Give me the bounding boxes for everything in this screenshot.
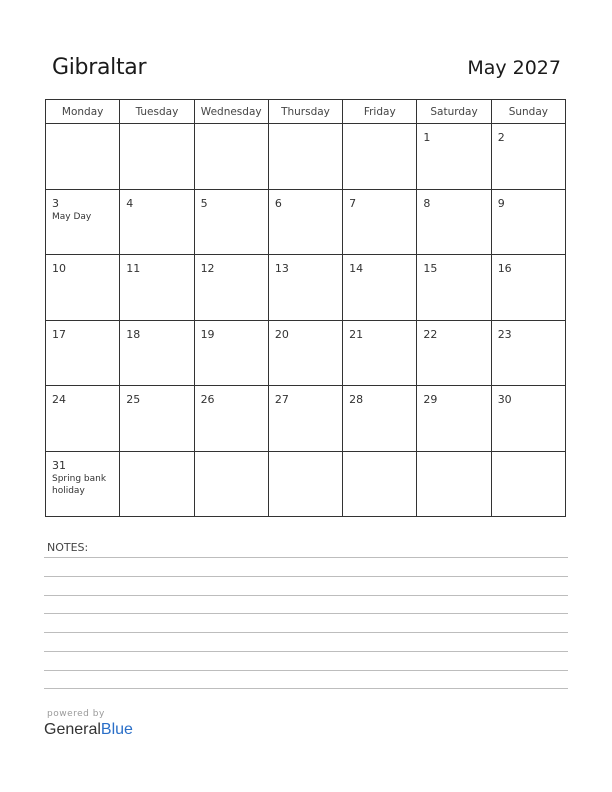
note-line [44, 670, 568, 671]
day-cell [343, 451, 417, 517]
day-number: 24 [52, 393, 66, 406]
day-number: 1 [423, 131, 431, 144]
weekday-header-row [46, 100, 566, 124]
day-number [343, 452, 416, 460]
day-number [120, 124, 193, 132]
weekday-header: Sunday [491, 100, 565, 124]
note-line [44, 557, 568, 558]
day-cell [343, 386, 417, 452]
note-line [44, 651, 568, 652]
day-number: 23 [497, 327, 512, 341]
day-number: 12 [200, 262, 215, 275]
brand-blue-text: Blue [100, 721, 133, 738]
note-line [44, 595, 568, 596]
calendar-week-row [46, 451, 566, 517]
day-number: 28 [349, 393, 364, 406]
day-cell [120, 124, 194, 190]
day-cell [343, 189, 417, 255]
day-cell [120, 451, 194, 517]
weekday-header: Wednesday [194, 100, 268, 124]
day-number: 11 [126, 262, 141, 275]
day-number: 18 [126, 327, 141, 341]
day-number: 22 [423, 327, 438, 341]
day-cell [491, 386, 565, 452]
calendar-week-row [46, 320, 566, 386]
day-number [492, 452, 565, 460]
calendar-week-row [46, 189, 566, 255]
day-number: 26 [200, 393, 215, 406]
day-cell [417, 255, 491, 321]
day-cell [194, 451, 268, 517]
day-cell [268, 255, 342, 321]
day-number: 15 [423, 262, 438, 275]
day-cell [46, 320, 120, 386]
day-number: 19 [200, 327, 215, 341]
day-number: 2 [497, 131, 505, 144]
day-number [269, 452, 342, 460]
brand-general-text: General [44, 721, 101, 738]
day-cell [417, 386, 491, 452]
note-line [44, 576, 568, 577]
day-cell [194, 124, 268, 190]
day-cell [120, 320, 194, 386]
calendar-grid [45, 99, 566, 517]
day-number: 4 [126, 196, 134, 210]
weekday-header: Monday [46, 100, 120, 124]
day-cell [417, 189, 491, 255]
day-cell [417, 320, 491, 386]
calendar-week-row [46, 386, 566, 452]
weekday-header: Saturday [417, 100, 491, 124]
page-title-country: Gibraltar [52, 55, 147, 80]
day-cell [120, 189, 194, 255]
day-cell [46, 451, 120, 517]
day-cell [343, 255, 417, 321]
day-cell [491, 124, 565, 190]
day-number: 6 [274, 196, 282, 210]
day-cell [194, 320, 268, 386]
day-number: 17 [52, 327, 66, 341]
day-cell [46, 124, 120, 190]
notes-label: NOTES: [47, 541, 89, 554]
page-title-month-year: May 2027 [467, 57, 561, 79]
day-cell [343, 124, 417, 190]
day-number: 29 [423, 393, 438, 406]
day-event-label: Spring bank holiday [52, 473, 107, 496]
weekday-header: Tuesday [120, 100, 194, 124]
day-number: 7 [349, 196, 357, 210]
day-cell [46, 255, 120, 321]
day-cell [268, 189, 342, 255]
day-number: 3 [52, 196, 59, 210]
day-number: 13 [274, 262, 289, 275]
calendar-body [46, 124, 566, 517]
day-number: 5 [200, 196, 208, 210]
day-number [195, 452, 268, 460]
calendar-week-row [46, 255, 566, 321]
day-number: 27 [274, 393, 289, 406]
day-cell [46, 189, 120, 255]
day-number: 16 [497, 262, 512, 275]
day-number: 31 [52, 458, 66, 472]
day-number [343, 124, 416, 132]
note-line [44, 613, 568, 614]
day-cell [268, 320, 342, 386]
note-line [44, 632, 568, 633]
calendar-week-row [46, 124, 566, 190]
day-number: 21 [349, 327, 364, 341]
day-number: 20 [274, 327, 289, 341]
day-cell [46, 386, 120, 452]
day-cell [120, 386, 194, 452]
day-number: 25 [126, 393, 141, 406]
day-cell [491, 255, 565, 321]
day-number: 10 [52, 262, 66, 275]
day-cell [491, 451, 565, 517]
day-number: 9 [497, 196, 505, 210]
day-cell [268, 386, 342, 452]
brand-logo [44, 721, 133, 739]
day-number: 30 [497, 393, 512, 406]
day-cell [120, 255, 194, 321]
day-event-label: May Day [52, 211, 92, 222]
day-cell [491, 320, 565, 386]
note-line [44, 688, 568, 689]
day-number [120, 452, 193, 460]
day-number: 14 [349, 262, 364, 275]
day-cell [194, 386, 268, 452]
day-cell [417, 124, 491, 190]
day-number [269, 124, 342, 132]
day-cell [268, 451, 342, 517]
powered-by-text: powered by [47, 709, 105, 719]
weekday-header: Thursday [268, 100, 342, 124]
day-number: 8 [423, 196, 431, 210]
day-number [46, 124, 119, 132]
day-number [417, 452, 490, 460]
day-cell [268, 124, 342, 190]
day-cell [343, 320, 417, 386]
day-cell [417, 451, 491, 517]
day-number [195, 124, 268, 132]
weekday-header: Friday [343, 100, 417, 124]
day-cell [491, 189, 565, 255]
day-cell [194, 189, 268, 255]
day-cell [194, 255, 268, 321]
